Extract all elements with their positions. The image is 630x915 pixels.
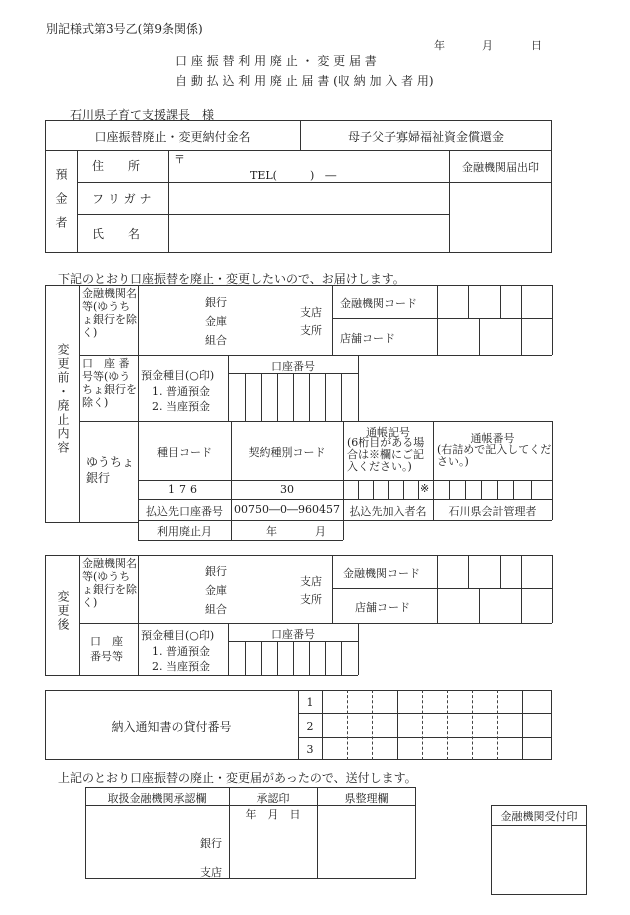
loan-number-label: 納入通知書の貸付番号 xyxy=(111,720,232,734)
loan-row-2: 2 xyxy=(306,720,314,733)
fee-name-label: 口座振替廃止・変更納付金名 xyxy=(94,130,251,144)
payee-name-label: 払込先加入者名 xyxy=(349,505,427,518)
after-account-number-label: 口 座 番号等 xyxy=(90,635,123,663)
after-branch-type-shiten: 支店 xyxy=(300,575,322,588)
approval-branch: 支店 xyxy=(200,866,222,879)
form-number: 別記様式第3号乙(第9条関係) xyxy=(46,22,203,36)
payee-name-value: 石川県会計管理者 xyxy=(448,505,537,518)
after-account-no-header: 口座番号 xyxy=(271,628,315,641)
after-branch-type-shisho: 支所 xyxy=(300,593,322,606)
passbook-number-note: (右詰めで記入してください。) xyxy=(437,443,552,468)
fee-name-value: 母子父子寡婦福祉資金償還金 xyxy=(347,130,504,144)
deposit-current[interactable]: 2. 当座預金 xyxy=(152,400,210,413)
after-bank-code-label: 金融機関コード xyxy=(343,567,420,580)
passbook-symbol-label: 通帳記号 xyxy=(366,426,410,439)
asterisk-mark: ※ xyxy=(420,482,430,495)
type-code-label: 種目コード xyxy=(157,446,212,459)
date-month: 月 xyxy=(482,39,493,52)
bank-name-label: 金融機関名等(ゆうちょ銀行を除く) xyxy=(82,287,137,339)
stop-year-unit: 年 xyxy=(266,525,277,538)
bank-type-kinko: 金庫 xyxy=(205,315,227,328)
addressee: 石川県子育て支援課長 様 xyxy=(70,108,215,122)
after-deposit-current[interactable]: 2. 当座預金 xyxy=(152,660,210,673)
after-deposit-type-label: 預金種目(○印) xyxy=(141,629,215,642)
furigana-label: フ リ ガ ナ xyxy=(92,192,152,206)
pref-label: 県整理欄 xyxy=(344,792,389,805)
after-bank-type-bank: 銀行 xyxy=(205,565,227,578)
type-code-value: 176 xyxy=(168,483,201,496)
intro-text-1: 下記のとおり口座振替を廃止・変更したいので、お届けします。 xyxy=(58,272,405,286)
approval-bank: 銀行 xyxy=(200,837,222,850)
after-bank-type-kinko: 金庫 xyxy=(205,584,227,597)
deposit-type-label: 預金種目(○印) xyxy=(141,369,215,382)
yucho-label: ゆうちょ銀行 xyxy=(86,455,135,485)
payee-account-label: 払込先口座番号 xyxy=(146,505,223,518)
after-section-label: 変更後 xyxy=(56,590,70,632)
approval-label: 取扱金融機関承認欄 xyxy=(107,792,207,805)
postal-mark: 〒 xyxy=(174,153,185,166)
account-number-label: 口 座 番号等(ゆうちょ銀行を除く) xyxy=(82,357,137,409)
passbook-number-label: 通帳番号 xyxy=(470,432,515,445)
bank-type-bank: 銀行 xyxy=(205,296,227,309)
stamp-label: 承認印 xyxy=(256,792,290,805)
stop-month-label: 利用廃止月 xyxy=(157,525,212,538)
loan-row-3: 3 xyxy=(306,743,314,756)
deposit-ordinary[interactable]: 1. 普通預金 xyxy=(152,385,210,398)
tel-field[interactable]: TEL( ) ― xyxy=(250,169,337,182)
reception-label: 金融機関受付印 xyxy=(500,810,578,823)
address-label: 住 所 xyxy=(92,159,141,173)
bank-code-label: 金融機関コード xyxy=(340,297,417,310)
before-section-label: 変更前・廃止内容 xyxy=(56,343,70,455)
date-day: 日 xyxy=(531,39,542,52)
after-bank-name-label: 金融機関名等(ゆうちょ銀行を除く) xyxy=(82,557,137,609)
stamp-date: 年 月 日 xyxy=(245,808,301,821)
branch-code-label: 店舗コード xyxy=(340,332,395,345)
contract-code-label: 契約種別コード xyxy=(248,446,326,459)
depositor-label: 預金者 xyxy=(54,168,68,240)
after-deposit-ordinary[interactable]: 1. 普通預金 xyxy=(152,645,210,658)
form-title: 口 座 振 替 利 用 廃 止 ・ 変 更 届 書 xyxy=(175,54,377,68)
payee-account-value: 00750―0―960457 xyxy=(234,503,340,516)
date-year: 年 xyxy=(434,39,445,52)
passbook-symbol-note: (6桁目がある場合は※欄にご記入ください。) xyxy=(347,436,425,473)
contract-code-value: 30 xyxy=(280,483,294,496)
loan-row-1: 1 xyxy=(306,696,314,709)
stop-month-unit: 月 xyxy=(315,525,326,538)
branch-type-shiten: 支店 xyxy=(300,306,322,319)
branch-type-shisho: 支所 xyxy=(300,324,322,337)
after-branch-code-label: 店舗コード xyxy=(355,601,410,614)
bank-type-kumiai: 組合 xyxy=(205,334,227,347)
account-no-header: 口座番号 xyxy=(271,360,315,373)
bank-seal-label: 金融機関届出印 xyxy=(462,161,539,174)
name-label: 氏 名 xyxy=(92,227,141,241)
intro-text-2: 上記のとおり口座振替の廃止・変更届があったので、送付します。 xyxy=(58,771,417,785)
form-subtitle: 自 動 払 込 利 用 廃 止 届 書 (収 納 加 入 者 用) xyxy=(175,74,434,88)
after-bank-type-kumiai: 組合 xyxy=(205,603,227,616)
